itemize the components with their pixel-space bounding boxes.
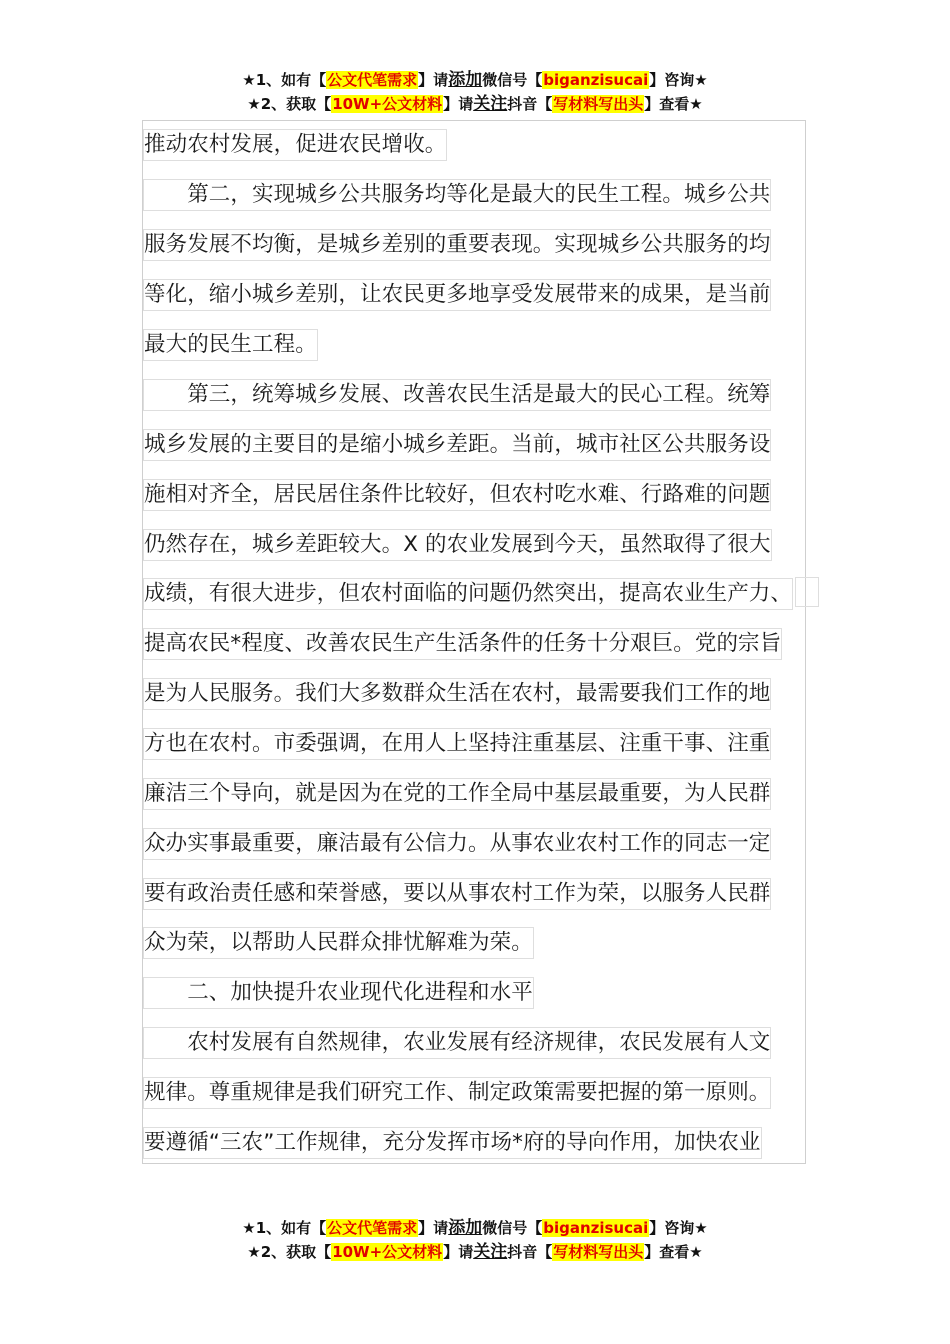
text-box-fragment	[795, 577, 819, 607]
banner-wechat-id: biganzisucai	[543, 71, 649, 89]
banner-text: 】请	[418, 71, 449, 89]
banner-text: 】咨询★	[649, 1219, 708, 1237]
banner-line-1	[0, 1216, 950, 1240]
banner-text: 】查看★	[644, 95, 703, 113]
banner-text: 】请	[418, 1219, 449, 1237]
doc-line: 众为荣，以帮助人民群众排忧解难为荣。	[144, 928, 533, 958]
doc-line: 众办实事最重要，廉洁最有公信力。从事农业农村工作的同志一定	[144, 829, 770, 859]
doc-line: 等化，缩小城乡差别，让农民更多地享受发展带来的成果，是当前	[144, 280, 770, 310]
banner-emphasis: 关注	[473, 94, 508, 114]
banner-line-2	[0, 1240, 950, 1264]
banner-text: 抖音【	[507, 95, 553, 113]
doc-line: 第三，统筹城乡发展、改善农民生活是最大的民心工程。统筹	[144, 380, 770, 410]
doc-line: 是为人民服务。我们大多数群众生活在农村，最需要我们工作的地	[144, 679, 770, 709]
banner-wechat-id: biganzisucai	[543, 1219, 649, 1237]
banner-highlight: 10W+公文材料	[332, 95, 443, 113]
doc-line: 方也在农村。市委强调，在用人上坚持注重基层、注重干事、注重	[144, 729, 770, 759]
header-banner	[0, 68, 950, 116]
doc-line: 服务发展不均衡，是城乡差别的重要表现。实现城乡公共服务的均	[144, 230, 770, 260]
banner-text: 微信号【	[482, 1219, 543, 1237]
doc-line: 提高农民*程度、改善农民生产生活条件的任务十分艰巨。党的宗旨	[144, 629, 781, 659]
banner-highlight: 公文代笔需求	[327, 1219, 418, 1237]
doc-line: 要遵循“三农”工作规律，充分发挥市场*府的导向作用，加快农业	[144, 1128, 761, 1158]
banner-highlight: 公文代笔需求	[327, 71, 418, 89]
doc-line: 要有政治责任感和荣誉感，要以从事农村工作为荣，以服务人民群	[144, 879, 770, 909]
doc-line: 仍然存在，城乡差距较大。X 的农业发展到今天，虽然取得了很大	[144, 530, 771, 560]
doc-line: 施相对齐全，居民居住条件比较好，但农村吃水难、行路难的问题	[144, 480, 770, 510]
doc-line: 推动农村发展，促进农民增收。	[144, 130, 446, 160]
doc-line: 城乡发展的主要目的是缩小城乡差距。当前，城市社区公共服务设	[144, 430, 770, 460]
banner-text: 】查看★	[644, 1243, 703, 1261]
banner-emphasis: 添加	[448, 1218, 483, 1238]
banner-line-1	[0, 68, 950, 92]
banner-text: 微信号【	[482, 71, 543, 89]
banner-line-2	[0, 92, 950, 116]
doc-line: 最大的民生工程。	[144, 330, 317, 360]
doc-line: 规律。尊重规律是我们研究工作、制定政策需要把握的第一原则。	[144, 1078, 770, 1108]
doc-line: 廉洁三个导向，就是因为在党的工作全局中基层最重要，为人民群	[144, 779, 770, 809]
doc-line: 二、加快提升农业现代化进程和水平	[144, 978, 533, 1008]
banner-emphasis: 关注	[473, 1242, 508, 1262]
doc-line: 成绩，有很大进步，但农村面临的问题仍然突出，提高农业生产力、	[144, 579, 792, 609]
doc-line: 农村发展有自然规律，农业发展有经济规律，农民发展有人文	[144, 1028, 770, 1058]
banner-emphasis: 添加	[448, 70, 483, 90]
banner-text: ★1、如有【	[242, 71, 327, 89]
banner-text: ★2、获取【	[247, 1243, 332, 1261]
footer-banner	[0, 1216, 950, 1264]
banner-highlight: 10W+公文材料	[332, 1243, 443, 1261]
banner-text: ★2、获取【	[247, 95, 332, 113]
banner-text: ★1、如有【	[242, 1219, 327, 1237]
banner-text: 】请	[443, 95, 474, 113]
banner-douyin-id: 写材料写出头	[553, 1243, 644, 1261]
doc-line: 第二，实现城乡公共服务均等化是最大的民生工程。城乡公共	[144, 180, 770, 210]
banner-text: 】咨询★	[649, 71, 708, 89]
banner-text: 抖音【	[507, 1243, 553, 1261]
banner-text: 】请	[443, 1243, 474, 1261]
banner-douyin-id: 写材料写出头	[553, 95, 644, 113]
